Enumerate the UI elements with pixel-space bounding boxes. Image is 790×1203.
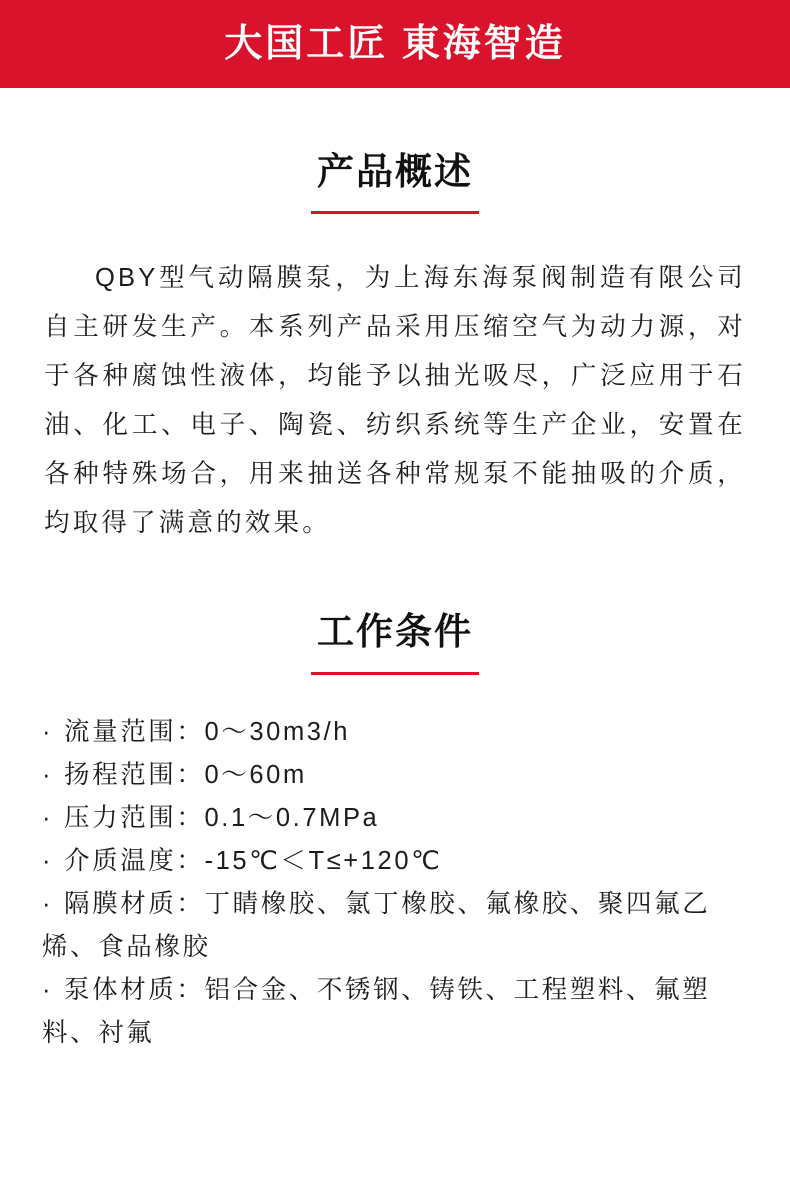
list-item	[42, 840, 748, 883]
spec-medium-temperature: 介质温度：-15℃＜T≤+120℃	[64, 846, 443, 875]
list-item	[42, 754, 748, 797]
spec-head-range: 扬程范围：0～60m	[64, 760, 307, 789]
bullet-icon: ·	[42, 803, 54, 832]
list-item	[42, 711, 748, 754]
working-conditions-title-underline	[311, 672, 479, 675]
list-item	[42, 883, 748, 969]
spec-flow-range: 流量范围：0～30m3/h	[64, 717, 351, 746]
spec-pressure-range: 压力范围：0.1～0.7MPa	[64, 803, 380, 832]
section-overview	[0, 150, 790, 548]
banner-title: 大国工匠 東海智造	[224, 23, 566, 65]
overview-paragraph: QBY型气动隔膜泵，为上海东海泵阀制造有限公司自主研发生产。本系列产品采用压缩空气为动力源，对于各种腐蚀性液体，均能予以抽光吸尽，广泛应用于石油、化工、电子、陶瓷、纺织系统等生产企业，安置在各种特殊场合，用来抽送各种常规泵不能抽吸的介质，均取得了满意的效果。	[44, 264, 746, 538]
spec-pump-body-material: 泵体材质：铝合金、不锈钢、铸铁、工程塑料、氟塑料、衬氟	[42, 975, 711, 1047]
bottom-spacer	[0, 1055, 790, 1095]
bullet-icon: ·	[42, 975, 54, 1004]
overview-title: 产品概述	[317, 151, 473, 192]
working-conditions-heading-block	[42, 610, 748, 674]
bullet-icon: ·	[42, 717, 54, 746]
bullet-icon: ·	[42, 760, 54, 789]
overview-title-underline	[311, 211, 479, 214]
bullet-icon: ·	[42, 889, 54, 918]
spec-diaphragm-material: 隔膜材质：丁睛橡胶、氯丁橡胶、氟橡胶、聚四氟乙烯、食品橡胶	[42, 889, 711, 961]
working-conditions-list	[42, 711, 748, 1055]
top-banner	[0, 0, 790, 88]
bullet-icon: ·	[42, 846, 54, 875]
overview-heading-block	[42, 150, 748, 214]
list-item	[42, 797, 748, 840]
section-working-conditions	[0, 610, 790, 1054]
working-conditions-title: 工作条件	[317, 611, 473, 653]
list-item	[42, 969, 748, 1055]
